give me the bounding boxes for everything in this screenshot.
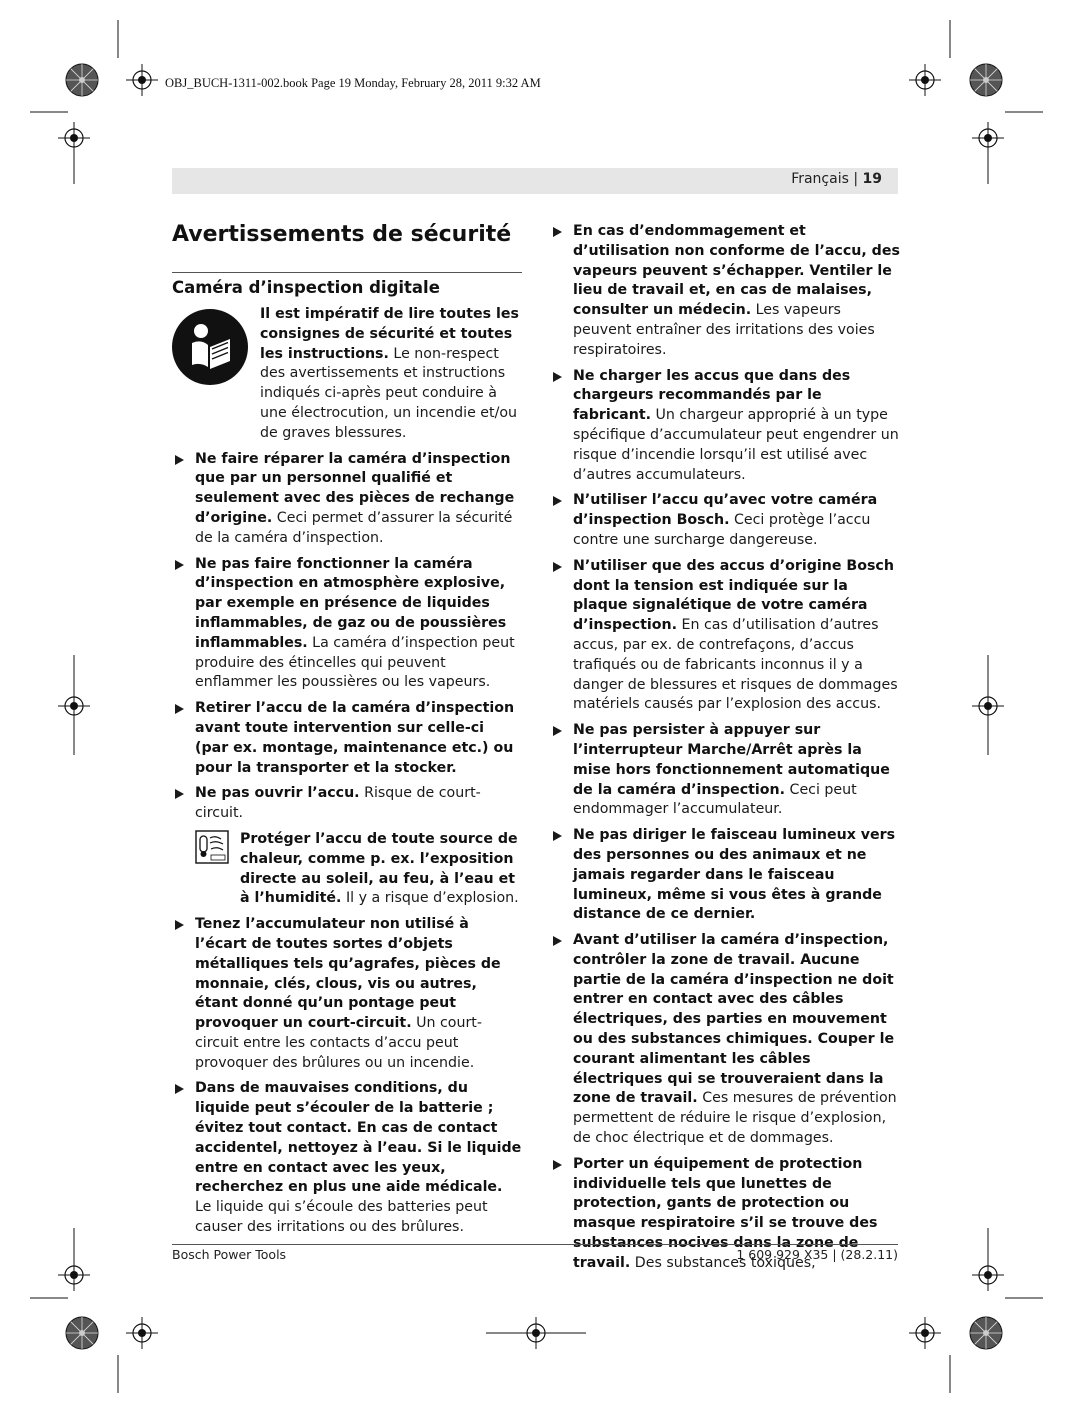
safety-item-bold: Ne pas faire fonctionner la caméra d’inspection en atmosphère explosive, par exemple en présence de liquides inflammables, de gaz ou de poussières inflammables. — [195, 555, 507, 651]
safety-item — [550, 826, 900, 925]
safety-item — [172, 699, 522, 778]
page-title: Avertissements de sécurité — [172, 222, 512, 247]
page-header-bar — [172, 168, 898, 194]
heat-note-text: Il y a risque d’explosion. — [341, 890, 519, 907]
safety-item-bold: En cas d’endommagement et d’utilisation non conforme de l’accu, des vapeurs peuvent s’échapper. Ventiler le lieu de travail et, en cas de malaises, consulter un médecin. — [573, 223, 900, 319]
safety-item — [550, 222, 900, 361]
safety-item — [550, 491, 900, 550]
footer-brand: Bosch Power Tools — [172, 1247, 287, 1262]
safety-item — [172, 555, 522, 694]
page-header — [791, 171, 882, 187]
safety-item-text: Le liquide qui s’écoule des batteries peut causer des irritations ou des brûlures. — [195, 1199, 488, 1236]
read-manual-icon — [172, 309, 248, 385]
safety-item — [172, 1079, 522, 1237]
safety-item — [172, 450, 522, 549]
safety-item-text: Un court-circuit entre les contacts d’accu peut provoquer des brûlures ou un incendie. — [195, 1015, 482, 1071]
safety-item-bold: Ne pas ouvrir l’accu. — [195, 785, 360, 802]
safety-item-text: En cas d’utilisation d’autres accus, par ex. de contrefaçons, d’accus trafiqués ou de fabricants inconnus il y a danger de blessures et risques de dommages matériels causés par l’explosion des accus. — [573, 617, 898, 713]
safety-item — [172, 784, 522, 824]
intro-paragraph — [172, 305, 522, 444]
header-separator: | — [853, 171, 859, 187]
left-column — [172, 220, 522, 1244]
safety-item-bold: N’utiliser que des accus d’origine Bosch dont la tension est indiquée sur la plaque signalétique de votre caméra d’inspection. — [573, 557, 894, 634]
safety-item — [172, 915, 522, 1073]
subtitle-rule — [172, 272, 522, 273]
intro-text: Le non-respect des avertissements et instructions indiqués ci-après peut conduire à une électrocution, un incendie et/ou de graves blessures. — [260, 345, 518, 441]
safety-item-text: Des substances toxiques, — [630, 1254, 816, 1271]
safety-item-bold: Avant d’utiliser la caméra d’inspection, contrôler la zone de travail. Aucune partie de la caméra d’inspection ne doit entrer en contact avec des câbles électriques, des parties en mouvement ou des substances chimiques. Couper le courant alimentant les câbles électriques qui se trouveraient dans la zone de travail. — [573, 932, 895, 1107]
section-subtitle: Caméra d’inspection digitale — [172, 278, 440, 297]
safety-item-bold: Ne charger les accus que dans des chargeurs recommandés par le fabricant. — [573, 367, 851, 424]
safety-item — [550, 931, 900, 1149]
heat-note-bold: Protéger l’accu de toute source de chaleur, comme p. ex. l’exposition directe au soleil, au feu, à l’eau et à l’humidité. — [240, 830, 518, 907]
heat-protection-note — [195, 830, 522, 909]
safety-item-text: Les vapeurs peuvent entraîner des irritations des voies respiratoires. — [573, 302, 875, 358]
safety-item-text: La caméra d’inspection peut produire des étincelles qui peuvent enflammer les poussières ou les vapeurs. — [195, 634, 515, 691]
safety-item-text: Ceci permet d’assurer la sécurité de la caméra d’inspection. — [195, 509, 513, 546]
print-slug-line: OBJ_BUCH-1311-002.book Page 19 Monday, February 28, 2011 9:32 AM — [165, 76, 541, 90]
safety-item-text: Risque de court-circuit. — [195, 785, 481, 822]
safety-item — [550, 557, 900, 715]
safety-item-bold: Tenez l’accumulateur non utilisé à l’écart de toutes sortes d’objets métalliques tels qu’agrafes, pièces de monnaie, clés, clous, vis ou autres, étant donné qu’un pontage peut provoquer un court-circuit. — [195, 916, 501, 1032]
heat-sun-protection-icon — [195, 830, 229, 864]
intro-bold: Il est impératif de lire toutes les consignes de sécurité et toutes les instructions. — [260, 306, 519, 362]
safety-item — [550, 721, 900, 820]
safety-item-text: Ces mesures de prévention permettent de réduire le risque d’explosion, de choc électrique et de dommages. — [573, 1090, 897, 1147]
safety-item-bold: Dans de mauvaises conditions, du liquide peut s’écouler de la batterie ; évitez tout contact. En cas de contact accidentel, nettoyez à l’eau. Si le liquide entre en contact avec les yeux, recherchez en plus une aide médicale. — [195, 1080, 522, 1196]
safety-item-bold: Retirer l’accu de la caméra d’inspection avant toute intervention sur celle-ci (par ex. montage, maintenance etc.) ou pour la transporter et la stocker. — [195, 700, 515, 776]
right-column — [550, 222, 900, 1280]
safety-item-bold: Porter un équipement de protection individuelle tels que lunettes de protection, gants de protection ou masque respiratoire s’il se trouve des substances nocives dans la zone de travail. — [573, 1155, 878, 1271]
footer-doc-number: 1 609 929 X35 | (28.2.11) — [736, 1247, 898, 1262]
safety-item-bold: Ne pas diriger le faisceau lumineux vers des personnes ou des animaux et ne jamais regarder dans le faisceau lumineux, même si vous êtes à grande distance de ce dernier. — [573, 827, 896, 923]
safety-item-bold: Ne pas persister à appuyer sur l’interrupteur Marche/Arrêt après la mise hors fonctionnement automatique de la caméra d’inspection. — [573, 722, 890, 798]
footer-rule — [172, 1244, 898, 1245]
safety-item-bold: N’utiliser l’accu qu’avec votre caméra d’inspection Bosch. — [573, 492, 878, 529]
safety-item-text: Ceci protège l’accu contre une surcharge dangereuse. — [573, 512, 871, 548]
header-language: Français — [791, 171, 849, 187]
safety-item — [550, 367, 900, 486]
safety-item-text: Ceci peut endommager l’accumulateur. — [573, 781, 857, 818]
header-page-number: 19 — [862, 171, 882, 187]
safety-item-text: Un chargeur approprié à un type spécifique d’accumulateur peut engendrer un risque d’incendie lorsqu’il est utilisé avec d’autres accumulateurs. — [573, 407, 899, 483]
safety-item-bold: Ne faire réparer la caméra d’inspection que par un personnel qualifié et seulement avec des pièces de rechange d’origine. — [195, 450, 515, 526]
